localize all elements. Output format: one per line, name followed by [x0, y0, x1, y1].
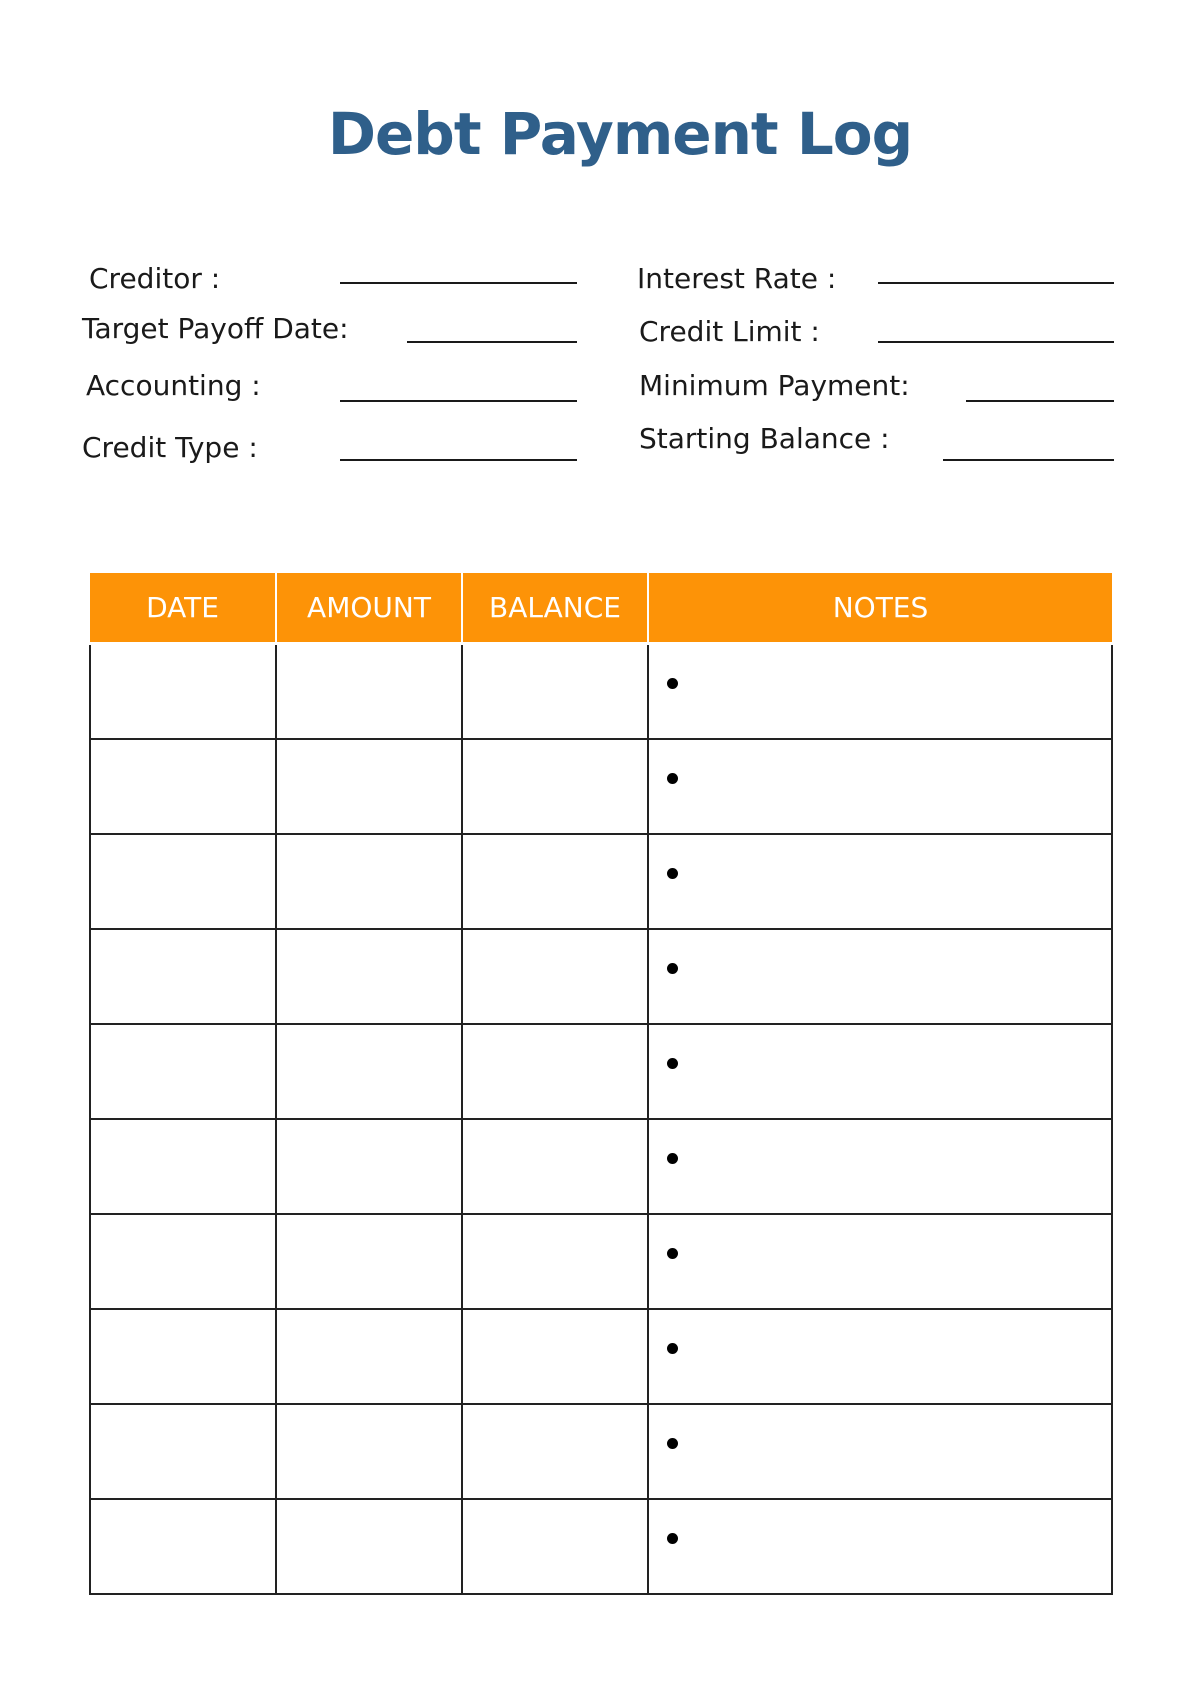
page-title: Debt Payment Log — [327, 100, 913, 168]
date-cell[interactable] — [90, 929, 276, 1024]
credit-type-label: Credit Type : — [82, 431, 258, 464]
bullet-icon — [667, 1343, 678, 1354]
notes-cell[interactable] — [648, 1404, 1112, 1499]
bullet-icon — [667, 678, 678, 689]
bullet-icon — [667, 1533, 678, 1544]
target-payoff-date-field[interactable] — [407, 341, 577, 343]
notes-cell[interactable] — [648, 739, 1112, 834]
starting-balance-field[interactable] — [943, 459, 1114, 461]
date-cell[interactable] — [90, 1214, 276, 1309]
notes-cell[interactable] — [648, 1309, 1112, 1404]
balance-cell[interactable] — [462, 1119, 648, 1214]
table-row — [90, 1404, 1112, 1499]
amount-cell[interactable] — [276, 1214, 462, 1309]
notes-cell[interactable] — [648, 1214, 1112, 1309]
creditor-label: Creditor : — [89, 262, 221, 295]
interest-rate-label: Interest Rate : — [637, 262, 837, 295]
date-cell[interactable] — [90, 1119, 276, 1214]
date-cell[interactable] — [90, 739, 276, 834]
table-row — [90, 834, 1112, 929]
balance-cell[interactable] — [462, 1309, 648, 1404]
table-row — [90, 1499, 1112, 1594]
bullet-icon — [667, 1058, 678, 1069]
bullet-icon — [667, 1438, 678, 1449]
payment-log-table — [89, 573, 1113, 1595]
interest-rate-field[interactable] — [878, 282, 1114, 284]
target-payoff-date-label: Target Payoff Date: — [82, 312, 349, 345]
amount-cell[interactable] — [276, 1499, 462, 1594]
notes-cell[interactable] — [648, 929, 1112, 1024]
date-cell[interactable] — [90, 834, 276, 929]
date-cell[interactable] — [90, 1404, 276, 1499]
amount-cell[interactable] — [276, 1309, 462, 1404]
date-cell[interactable] — [90, 644, 276, 740]
notes-cell[interactable] — [648, 1499, 1112, 1594]
amount-cell[interactable] — [276, 1119, 462, 1214]
table-row — [90, 1214, 1112, 1309]
starting-balance-label: Starting Balance : — [639, 422, 890, 455]
amount-column-header: AMOUNT — [276, 573, 462, 644]
notes-cell[interactable] — [648, 1024, 1112, 1119]
table-row — [90, 1309, 1112, 1404]
balance-cell[interactable] — [462, 834, 648, 929]
date-cell[interactable] — [90, 1309, 276, 1404]
amount-cell[interactable] — [276, 834, 462, 929]
bullet-icon — [667, 1248, 678, 1259]
credit-type-field[interactable] — [340, 459, 577, 461]
accounting-label: Accounting : — [86, 369, 261, 402]
table-row — [90, 739, 1112, 834]
bullet-icon — [667, 963, 678, 974]
balance-column-header: BALANCE — [462, 573, 648, 644]
accounting-field[interactable] — [340, 400, 577, 402]
table-row — [90, 1119, 1112, 1214]
amount-cell[interactable] — [276, 1404, 462, 1499]
date-cell[interactable] — [90, 1024, 276, 1119]
balance-cell[interactable] — [462, 1499, 648, 1594]
notes-cell[interactable] — [648, 834, 1112, 929]
amount-cell[interactable] — [276, 929, 462, 1024]
table-header-row — [90, 573, 1112, 644]
creditor-field[interactable] — [340, 282, 577, 284]
balance-cell[interactable] — [462, 1214, 648, 1309]
date-column-header: DATE — [90, 573, 276, 644]
minimum-payment-field[interactable] — [966, 400, 1114, 402]
minimum-payment-label: Minimum Payment: — [639, 369, 910, 402]
amount-cell[interactable] — [276, 644, 462, 740]
notes-cell[interactable] — [648, 644, 1112, 740]
notes-cell[interactable] — [648, 1119, 1112, 1214]
balance-cell[interactable] — [462, 929, 648, 1024]
credit-limit-label: Credit Limit : — [639, 315, 820, 348]
balance-cell[interactable] — [462, 1404, 648, 1499]
balance-cell[interactable] — [462, 644, 648, 740]
bullet-icon — [667, 1153, 678, 1164]
balance-cell[interactable] — [462, 739, 648, 834]
balance-cell[interactable] — [462, 1024, 648, 1119]
amount-cell[interactable] — [276, 739, 462, 834]
bullet-icon — [667, 773, 678, 784]
bullet-icon — [667, 868, 678, 879]
table-row — [90, 929, 1112, 1024]
amount-cell[interactable] — [276, 1024, 462, 1119]
credit-limit-field[interactable] — [878, 341, 1114, 343]
table-row — [90, 1024, 1112, 1119]
table-row — [90, 644, 1112, 740]
date-cell[interactable] — [90, 1499, 276, 1594]
notes-column-header: NOTES — [648, 573, 1112, 644]
